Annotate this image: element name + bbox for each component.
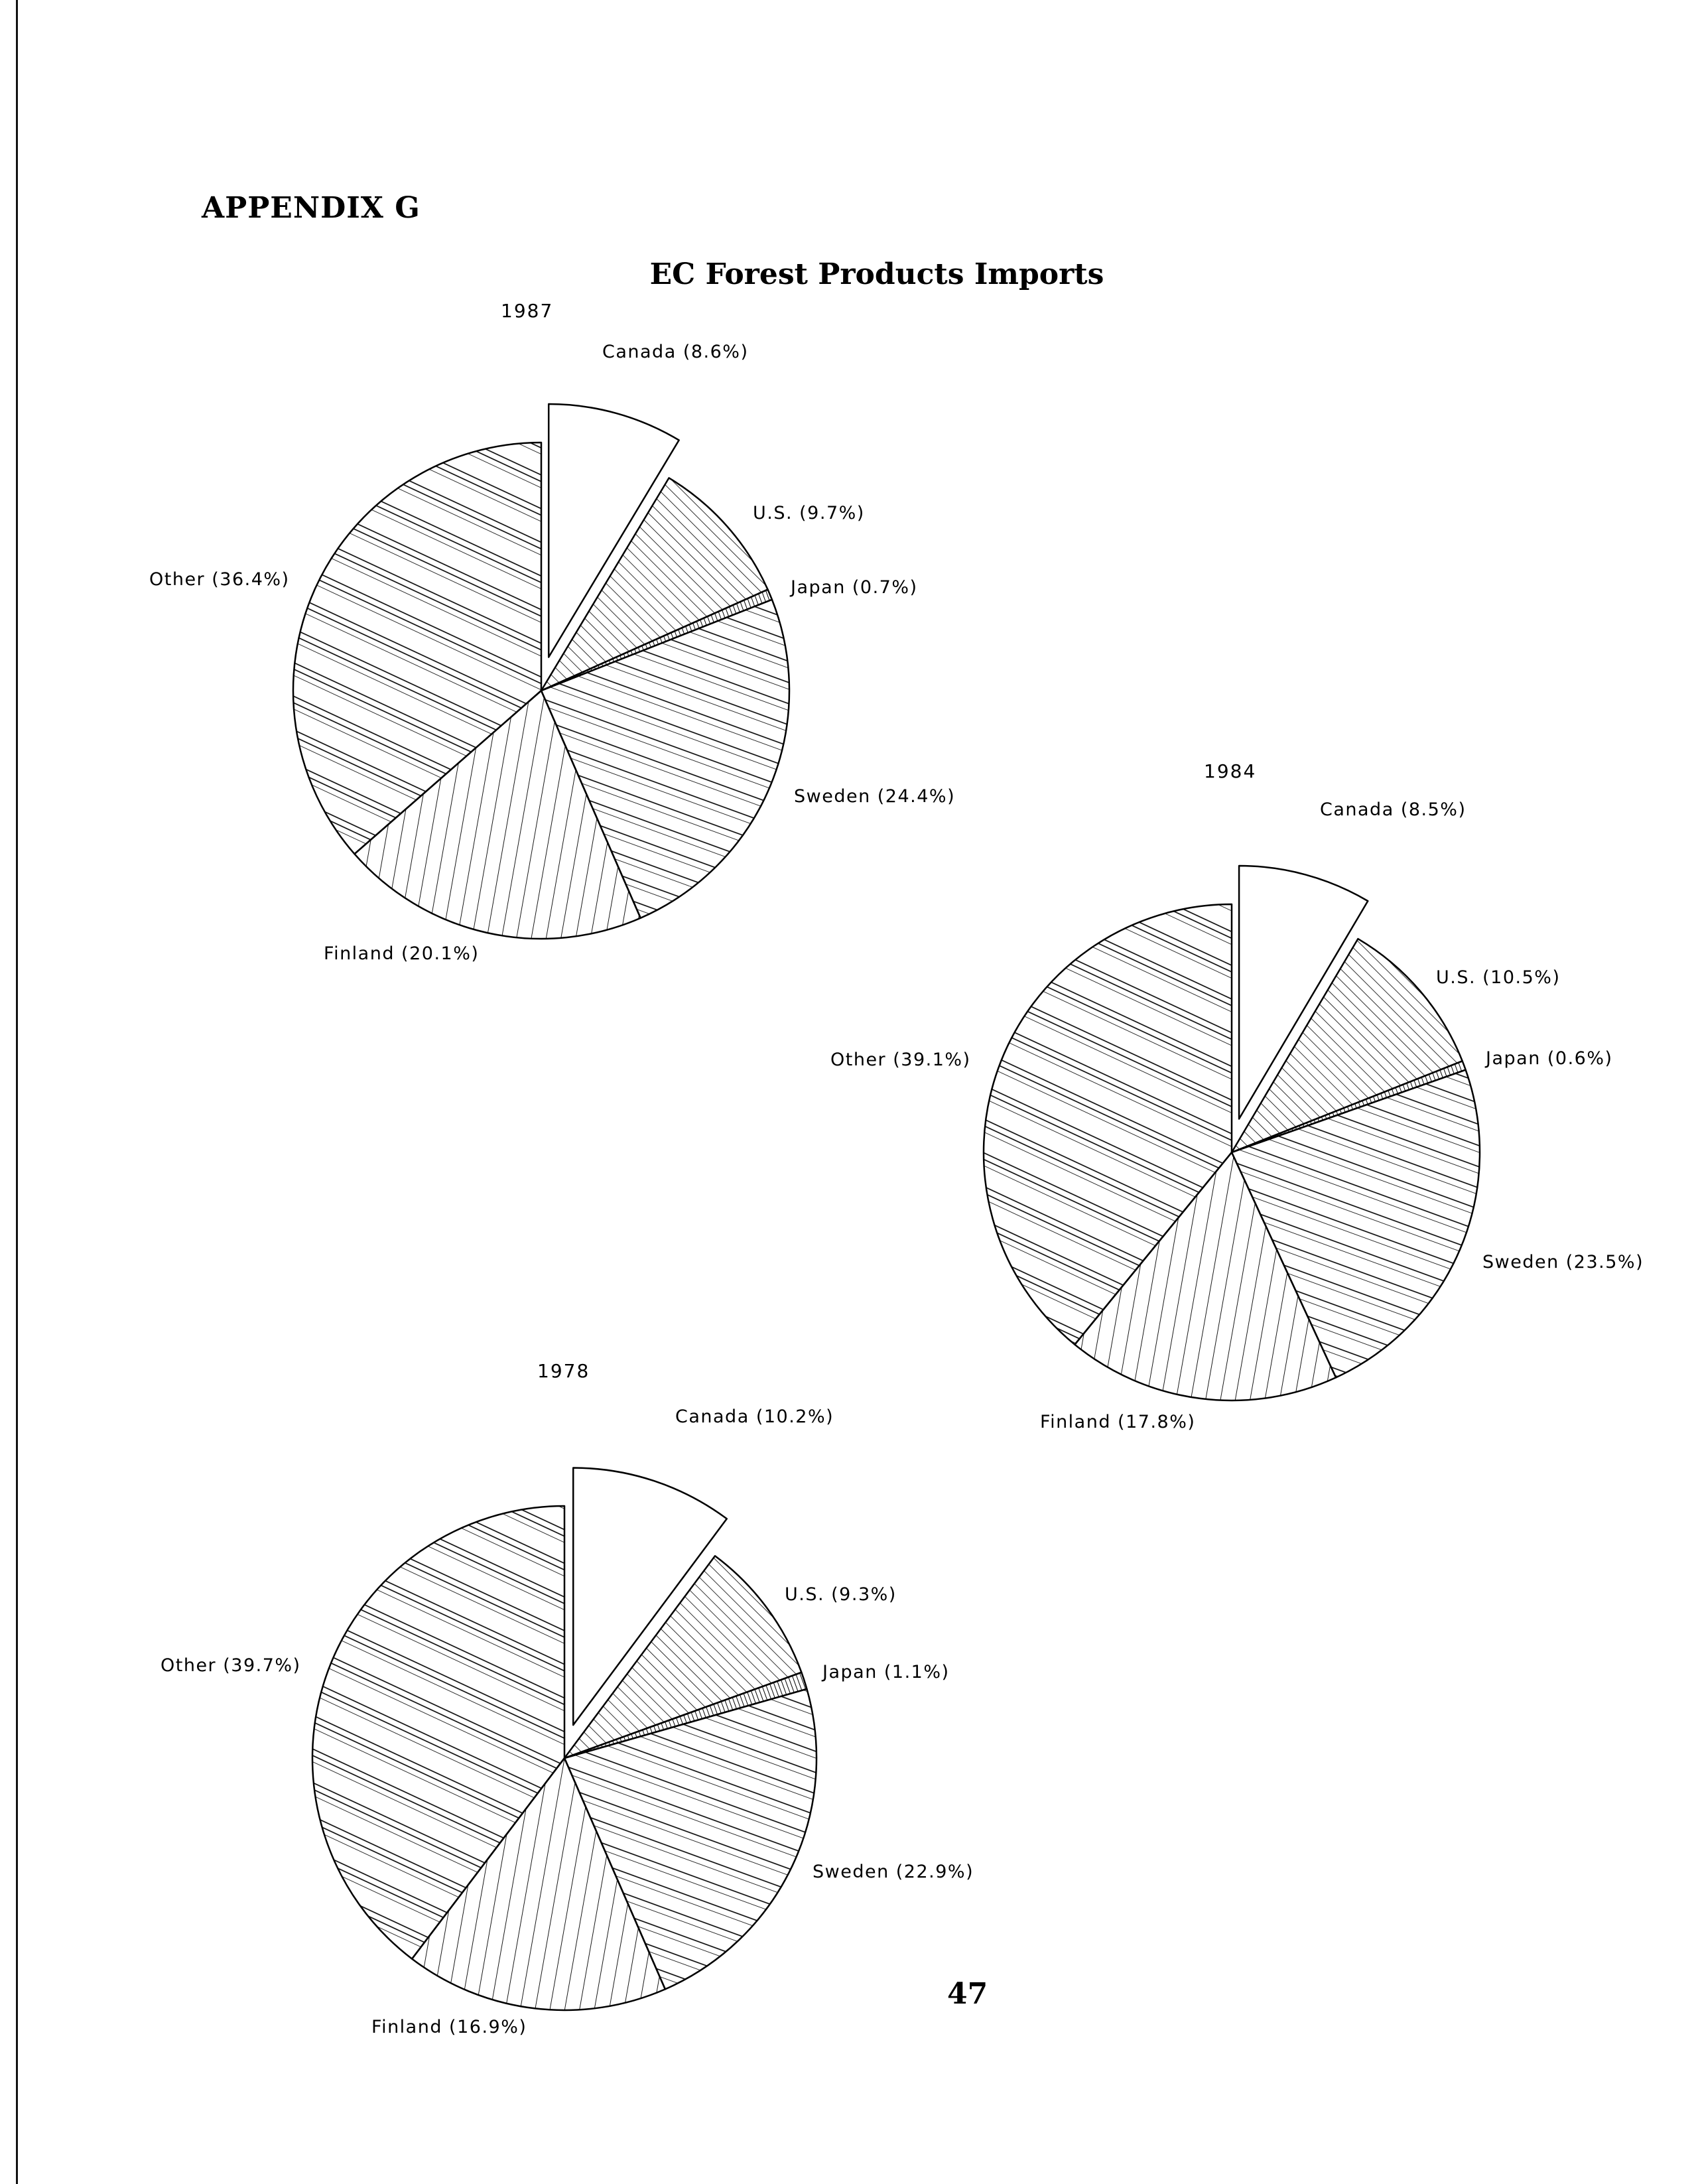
pie-1987-year-label: 1987	[501, 300, 554, 322]
pie-1987-label-other: Other (36.4%)	[149, 569, 290, 590]
pie-1978-label-sweden: Sweden (22.9%)	[813, 1862, 974, 1882]
pie-1978-label-other: Other (39.7%)	[161, 1655, 301, 1676]
pie-1984-year-label: 1984	[1204, 760, 1257, 782]
pie-1978-label-canada: Canada (10.2%)	[675, 1406, 834, 1427]
pie-1984-label-u-s: U.S. (10.5%)	[1436, 967, 1561, 988]
pie-1987-label-finland: Finland (20.1%)	[324, 943, 480, 964]
pie-1987-label-u-s: U.S. (9.7%)	[753, 503, 865, 523]
pie-1984-label-japan: Japan (0.6%)	[1486, 1048, 1613, 1069]
pie-1978-label-u-s: U.S. (9.3%)	[785, 1584, 897, 1605]
pie-1978-label-japan: Japan (1.1%)	[822, 1662, 950, 1682]
pie-1978-label-finland: Finland (16.9%)	[371, 2017, 527, 2037]
chart-title: EC Forest Products Imports	[649, 257, 1104, 291]
pie-1987-label-japan: Japan (0.7%)	[791, 577, 918, 598]
appendix-heading: APPENDIX G	[202, 191, 421, 225]
pie-1984-label-sweden: Sweden (23.5%)	[1482, 1252, 1644, 1272]
pie-1984-label-canada: Canada (8.5%)	[1320, 799, 1466, 820]
pie-1984-label-other: Other (39.1%)	[830, 1050, 971, 1070]
page-number: 47	[947, 1977, 988, 2011]
pie-1987-label-canada: Canada (8.6%)	[602, 342, 749, 362]
pie-1984-label-finland: Finland (17.8%)	[1040, 1412, 1196, 1432]
pie-1987-label-sweden: Sweden (24.4%)	[794, 786, 956, 807]
pie-1978-year-label: 1978	[537, 1360, 590, 1382]
